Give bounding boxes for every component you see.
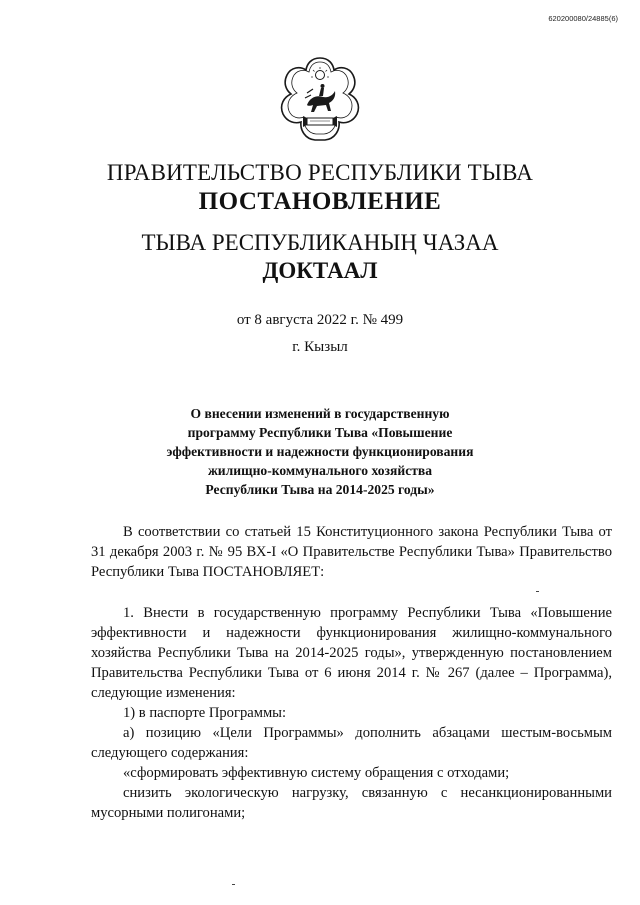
scan-speck [536, 591, 539, 592]
decree-city: г. Кызыл [292, 339, 348, 355]
document-code: 620200080/24885(6) [548, 14, 618, 23]
paragraph-preamble: В соответствии со статьей 15 Конституционного закона Республики Тыва от 31 декабря 2003 г. № 95 ВХ-I «О Правительстве Республики Тыва» Правительство Республики Тыва ПОСТАНОВЛЯЕТ: [91, 524, 612, 580]
decree-date-number: от 8 августа 2022 г. № 499 [236, 312, 404, 328]
title-line: жилищно-коммунального хозяйства [207, 463, 433, 478]
decree-type-ru: ПОСТАНОВЛЕНИЕ [198, 188, 442, 215]
paragraph-subitem-1: 1) в паспорте Программы: [123, 705, 287, 721]
title-line: программу Республики Тыва «Повышение [187, 425, 453, 440]
title-line: О внесении изменений в государственную [190, 406, 450, 421]
paragraph-subitem-a: а) позицию «Цели Программы» дополнить абзацами шестым-восьмым следующего содержания: [91, 725, 612, 761]
paragraph-quote-continue: снизить экологическую нагрузку, связанную с несанкционированными мусорными полигонами; [91, 785, 612, 821]
government-title-ru: ПРАВИТЕЛЬСТВО РЕСПУБЛИКИ ТЫВА [106, 160, 534, 185]
government-title-tv: ТЫВА РЕСПУБЛИКАНЫҢ ЧАЗАА [141, 230, 499, 255]
decree-title [130, 404, 510, 499]
title-line: эффективности и надежности функционирования [166, 444, 474, 459]
tuva-coat-of-arms-icon [277, 55, 363, 143]
title-line: Республики Тыва на 2014-2025 годы» [205, 482, 435, 497]
paragraph-quote-start: «сформировать эффективную систему обращения с отходами; [123, 765, 510, 781]
decree-type-tv: ДОКТААЛ [262, 258, 378, 283]
decree-body [91, 522, 612, 823]
paragraph-item-1: 1. Внести в государственную программу Республики Тыва «Повышение эффективности и надежности функционирования жилищно-коммунального хозяйства Республики Тыва на 2014-2025 годы», утвержденную постановлением Правительства Республики Тыва от 6 июня 2014 г. № 267 (далее – Программа), следующие изменения: [91, 605, 612, 701]
scan-speck [232, 884, 235, 885]
